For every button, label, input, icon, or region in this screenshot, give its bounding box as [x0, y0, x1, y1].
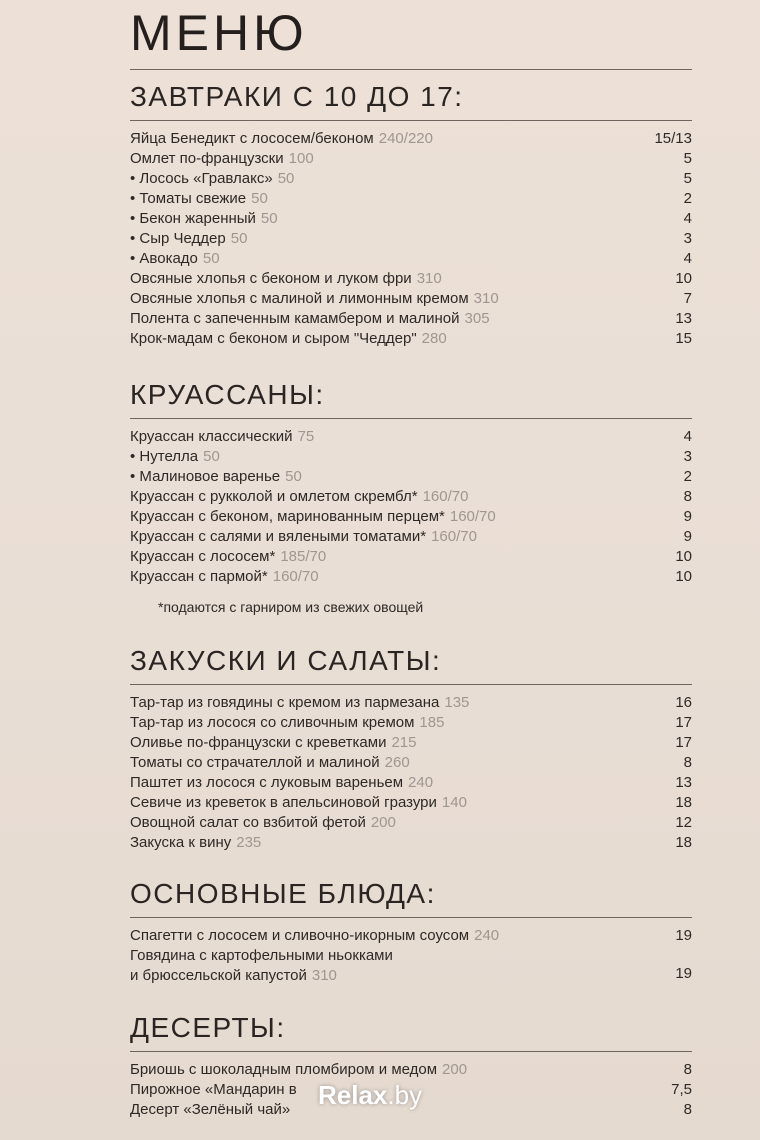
item-price: 13 — [675, 310, 692, 327]
menu-item — [130, 527, 692, 547]
item-name: Пирожное «Мандарин в — [130, 1081, 297, 1098]
menu-item — [130, 169, 692, 189]
menu-item — [130, 269, 692, 289]
item-weight: 50 — [260, 210, 278, 227]
item-weight: 200 — [370, 814, 396, 831]
item-name: Десерт «Зелёный чай» — [130, 1101, 291, 1118]
menu-item — [130, 487, 692, 507]
item-name: Яйца Бенедикт с лососем/беконом — [130, 130, 374, 147]
item-weight: 185/70 — [280, 548, 327, 565]
item-name: Крок-мадам с беконом и сыром "Чеддер" — [130, 330, 417, 347]
menu-item — [130, 427, 692, 447]
section-divider — [130, 684, 692, 685]
menu-item — [130, 149, 692, 169]
item-price: 16 — [675, 694, 692, 711]
item-name: • Лосось «Гравлакс» — [130, 170, 273, 187]
item-name: • Малиновое варенье — [130, 468, 281, 485]
item-price: 10 — [675, 270, 692, 287]
section-breakfast — [130, 80, 692, 349]
item-weight: 240 — [408, 774, 434, 791]
section-divider — [130, 120, 692, 121]
menu-item — [130, 467, 692, 487]
item-weight: 280 — [421, 330, 447, 347]
item-name: Паштет из лосося с луковым вареньем — [130, 774, 404, 791]
item-price: 12 — [675, 814, 692, 831]
item-name: Круассан с беконом, маринованным перцем* — [130, 508, 445, 525]
item-weight: 50 — [202, 250, 220, 267]
item-name: • Авокадо — [130, 250, 198, 267]
item-name: Полента с запеченным камамбером и малиной — [130, 310, 460, 327]
item-weight: 240 — [474, 927, 500, 944]
item-price: 15 — [675, 330, 692, 347]
item-name: Тар-тар из лосося со сливочным кремом — [130, 714, 415, 731]
item-weight: 200 — [442, 1061, 468, 1078]
section-divider — [130, 1051, 692, 1052]
section-mains — [130, 877, 692, 984]
section-divider — [130, 418, 692, 419]
menu-item — [130, 209, 692, 229]
item-price: 8 — [683, 488, 692, 505]
item-weight: 310 — [416, 270, 442, 287]
section-croissants — [130, 378, 692, 615]
item-weight: 160/70 — [422, 488, 469, 505]
item-weight: 235 — [236, 834, 262, 851]
item-price: 5 — [683, 150, 692, 167]
item-name: Бриошь с шоколадным пломбиром и медом — [130, 1061, 438, 1078]
menu-item — [130, 1060, 692, 1080]
item-name: Спагетти с лососем и сливочно-икорным соусом — [130, 927, 470, 944]
section-divider — [130, 917, 692, 918]
item-name: • Сыр Чеддер — [130, 230, 226, 247]
section-title: ОСНОВНЫЕ БЛЮДА: — [130, 878, 436, 909]
item-weight: 160/70 — [272, 568, 319, 585]
watermark-domain: .by — [387, 1080, 423, 1110]
menu-item — [130, 189, 692, 209]
item-price: 4 — [683, 210, 692, 227]
item-name: Круассан классический — [130, 428, 293, 445]
menu-item — [130, 567, 692, 587]
item-price: 15/13 — [654, 130, 692, 147]
item-price: 9 — [683, 528, 692, 545]
menu-item — [130, 329, 692, 349]
menu-item — [130, 733, 692, 753]
item-name: Овсяные хлопья с малиной и лимонным кремом — [130, 290, 469, 307]
section-title: ЗАКУСКИ И САЛАТЫ: — [130, 645, 442, 676]
item-price: 3 — [683, 230, 692, 247]
item-name: • Бекон жаренный — [130, 210, 256, 227]
item-weight: 215 — [391, 734, 417, 751]
item-weight: 100 — [288, 150, 314, 167]
menu-item — [130, 129, 692, 149]
item-weight: 50 — [203, 448, 220, 465]
item-name: Томаты со страчателлой и малиной — [130, 754, 380, 771]
item-weight: 240/220 — [378, 130, 433, 147]
watermark-brand: Relax — [318, 1080, 388, 1110]
item-price: 3 — [683, 448, 692, 465]
menu-item — [130, 693, 692, 713]
menu-item — [130, 813, 692, 833]
item-price: 2 — [683, 468, 692, 485]
item-name: Омлет по-французски — [130, 150, 284, 167]
item-name: Овсяные хлопья с беконом и луком фри — [130, 270, 412, 287]
item-price: 9 — [683, 508, 692, 525]
item-price: 7 — [683, 290, 692, 307]
item-price: 18 — [675, 794, 692, 811]
menu-item — [130, 793, 692, 813]
menu-item — [130, 507, 692, 527]
item-price: 19 — [675, 965, 692, 982]
item-name: Закуска к вину — [130, 834, 232, 851]
item-price: 8 — [683, 1061, 692, 1078]
item-name: Севиче из креветок в апельсиновой гразури — [130, 794, 437, 811]
item-name: Круассан с салями и вялеными томатами* — [130, 528, 427, 545]
menu-item — [130, 833, 692, 853]
section-title: КРУАССАНЫ: — [130, 379, 325, 410]
section-title: ДЕСЕРТЫ: — [130, 1012, 286, 1043]
item-price: 13 — [675, 774, 692, 791]
item-name: Оливье по-французски с креветками — [130, 734, 387, 751]
item-price: 5 — [683, 170, 692, 187]
item-name: Тар-тар из говядины с кремом из пармезана — [130, 694, 440, 711]
item-price: 8 — [683, 754, 692, 771]
item-price: 2 — [683, 190, 692, 207]
item-name: Круассан с лососем* — [130, 548, 276, 565]
item-weight: 185 — [419, 714, 445, 731]
menu-item — [130, 713, 692, 733]
menu-item — [130, 926, 692, 946]
item-name: Говядина с картофельными ньокками — [130, 947, 393, 964]
menu-item — [130, 447, 692, 467]
section-appetizers — [130, 644, 692, 853]
page-title: МЕНЮ — [130, 5, 308, 61]
menu-item — [130, 309, 692, 329]
item-weight: 50 — [251, 190, 268, 207]
menu-item — [130, 946, 692, 984]
item-weight: 160/70 — [431, 528, 477, 545]
section-title: ЗАВТРАКИ С 10 ДО 17: — [130, 81, 464, 112]
item-price: 8 — [683, 1101, 692, 1118]
item-price: 4 — [683, 428, 692, 445]
item-price: 7,5 — [671, 1081, 692, 1098]
item-price: 4 — [683, 250, 692, 267]
item-price: 10 — [675, 568, 692, 585]
item-weight: 75 — [297, 428, 315, 445]
menu-item — [130, 773, 692, 793]
item-weight: 50 — [230, 230, 248, 247]
item-weight: 140 — [441, 794, 467, 811]
item-name-continued: и брюссельской капустой — [130, 967, 307, 984]
item-price: 19 — [675, 927, 692, 944]
item-price: 17 — [675, 734, 692, 751]
item-name: • Томаты свежие — [130, 190, 247, 207]
item-weight: 305 — [464, 310, 490, 327]
item-weight: 50 — [277, 170, 295, 187]
menu-item — [130, 289, 692, 309]
item-weight: 310 — [473, 290, 499, 307]
item-name: Овощной салат со взбитой фетой — [130, 814, 366, 831]
item-name: Круассан с рукколой и омлетом скрембл* — [130, 488, 418, 505]
item-name: Круассан с пармой* — [130, 568, 268, 585]
menu-item — [130, 229, 692, 249]
menu-item — [130, 249, 692, 269]
item-weight: 50 — [285, 468, 302, 485]
item-weight: 260 — [384, 754, 410, 771]
footnote: *подаются с гарниром из свежих овощей — [158, 599, 424, 615]
item-price: 18 — [675, 834, 692, 851]
menu-item — [130, 547, 692, 567]
watermark-logo — [318, 1080, 422, 1111]
item-weight: 135 — [444, 694, 470, 711]
item-weight: 160/70 — [449, 508, 496, 525]
item-price: 17 — [675, 714, 692, 731]
item-price: 10 — [675, 548, 692, 565]
title-divider — [130, 69, 692, 70]
menu-item — [130, 753, 692, 773]
item-name: • Нутелла — [130, 448, 199, 465]
item-weight: 310 — [311, 967, 337, 984]
